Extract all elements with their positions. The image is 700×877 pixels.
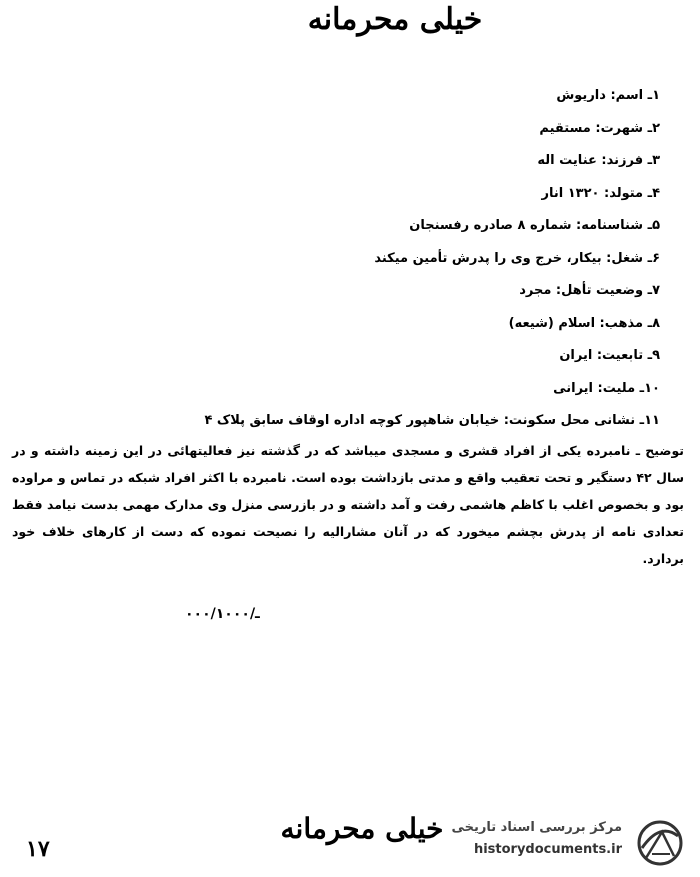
field-occupation: ۶ـ شغل: بیکار، خرج وی را پدرش تأمین میکند	[374, 250, 660, 266]
page-number: ۱۷	[26, 836, 50, 862]
field-address: ۱۱ـ نشانی محل سکونت: خیابان شاهپور کوچه اداره اوقاف سابق پلاک ۴	[204, 413, 660, 428]
watermark	[428, 818, 692, 868]
field-birth: ۴ـ متولد: ۱۳۲۰ انار	[541, 185, 660, 201]
personal-info-list	[100, 80, 660, 438]
watermark-name: مرکز بررسی اسناد تاریخی	[451, 820, 622, 835]
field-religion: ۸ـ مذهب: اسلام (شیعه)	[508, 315, 660, 331]
field-name: ۱ـ اسم: داریوش	[556, 88, 660, 103]
field-citizenship: ۹ـ تابعیت: ایران	[559, 348, 660, 363]
field-id-card: ۵ـ شناسنامه: شماره ۸ صادره رفسنجان	[409, 218, 660, 233]
description-paragraph: توضیح ـ نامبرده یکی از افراد قشری و مسجدی میباشد که در گذشته نیز فعالیتهائی در این زمینه داشته و در سال ۴۲ دستگیر و تحت تعقیب واقع و مدتی بازداشت بوده است. نامبرده با اکثر افراد شبکه در تماس و مراوده بود و بخصوص اغلب با کاظم هاشمی رفت و آمد داشته و در بازرسی منزل وی مدارک مهمی بدست نیامد فقط تعدادی نامه از پدرش بچشم میخورد که در آنان مشارالیه را نصیحت نموده که دست از کارهای خلاف خود بردارد.	[12, 443, 684, 566]
classification-footer: خیلی محرمانه	[280, 812, 444, 845]
reference-number: ۰۰۰/۱ـ/۰۰۰	[185, 606, 260, 622]
watermark-url: historydocuments.ir	[473, 842, 622, 857]
field-father: ۳ـ فرزند: عنایت اله	[537, 153, 660, 168]
field-marital-status: ۷ـ وضعیت تأهل: مجرد	[519, 283, 660, 298]
archive-logo-icon	[632, 818, 688, 868]
field-nationality: ۱۰ـ ملیت: ایرانی	[553, 380, 660, 396]
field-surname: ۲ـ شهرت: مستقیم	[539, 120, 660, 136]
classification-header: خیلی محرمانه	[307, 2, 483, 37]
